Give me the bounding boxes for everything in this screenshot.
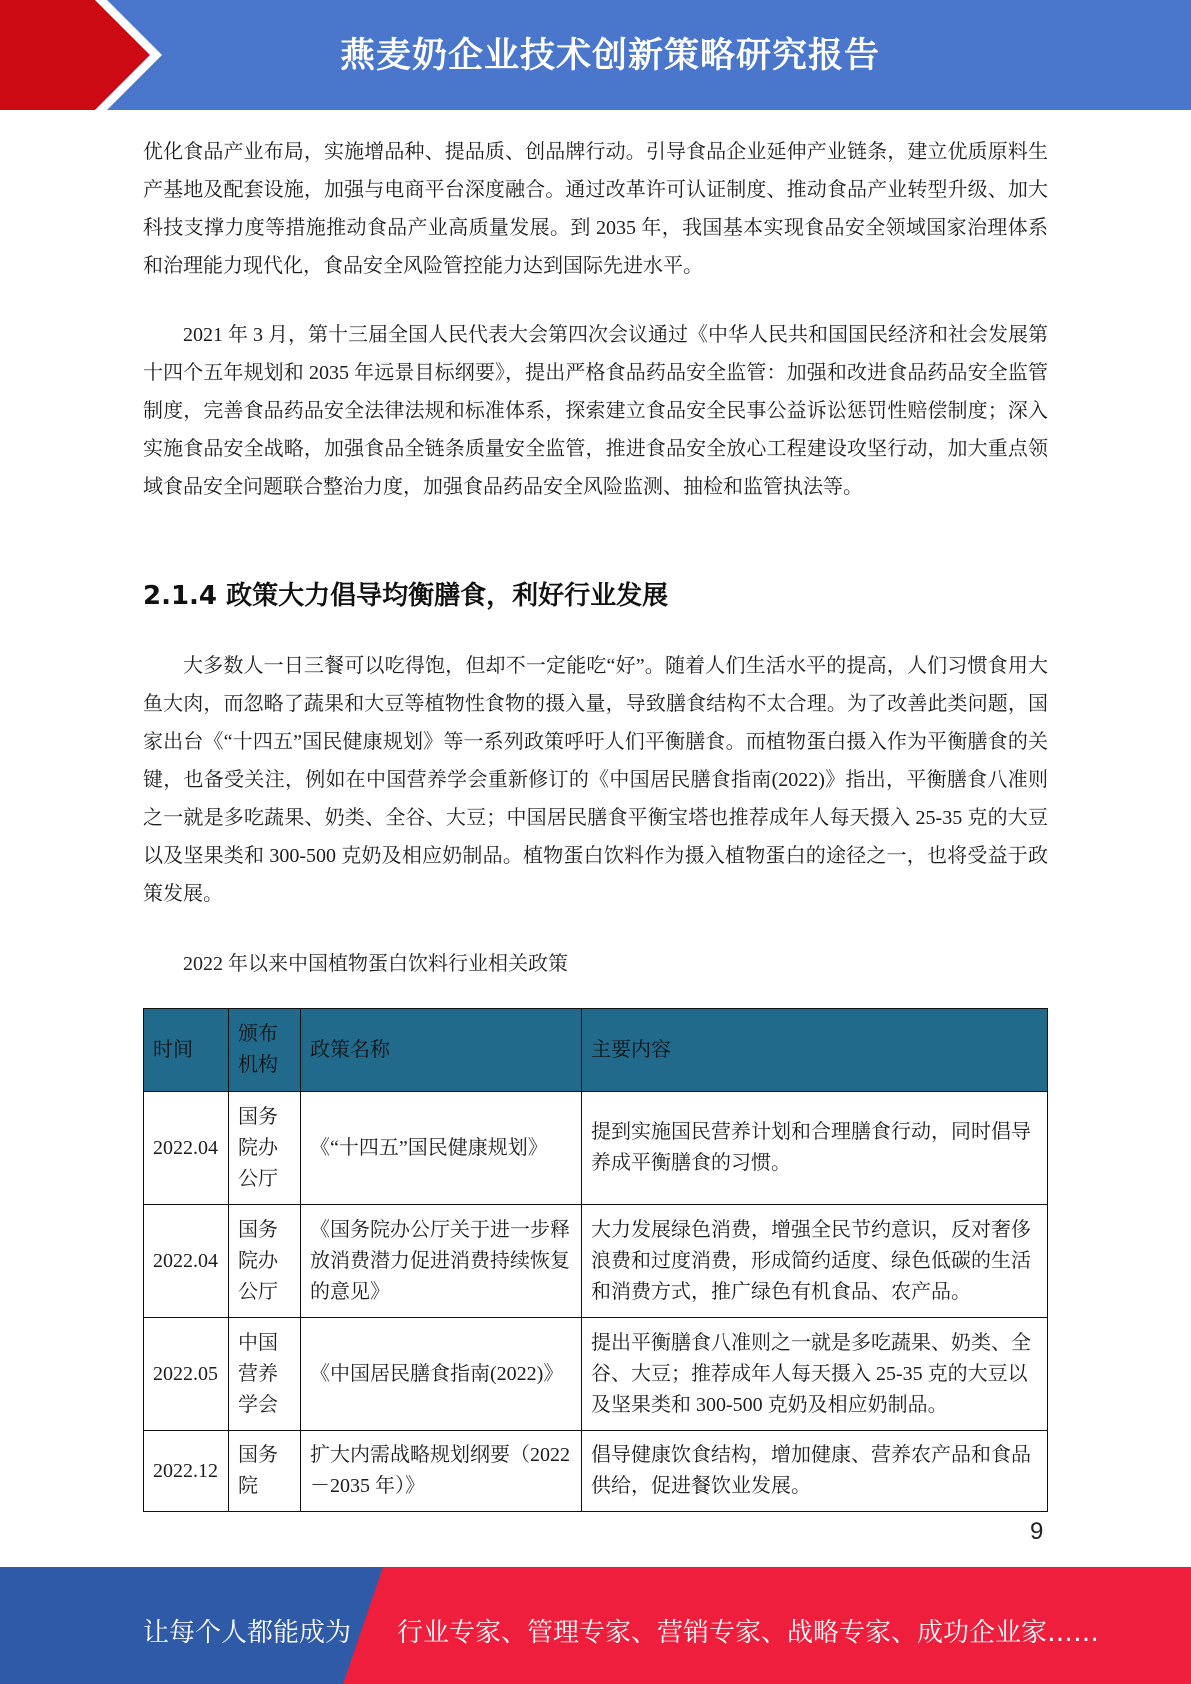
table-row <box>144 1205 1048 1318</box>
header-time: 时间 <box>144 1009 229 1092</box>
footer-slogan-right: 行业专家、管理专家、营销专家、战略专家、成功企业家…… <box>397 1618 1100 1648</box>
cell-policy-name: 《“十四五”国民健康规划》 <box>301 1092 582 1205</box>
cell-policy-name: 《中国居民膳食指南(2022)》 <box>301 1318 582 1431</box>
table-header-row <box>144 1009 1048 1092</box>
report-title: 燕麦奶企业技术创新策略研究报告 <box>340 36 881 76</box>
cell-org: 国务院办公厅 <box>229 1092 301 1205</box>
footer-slogan-left: 让每个人都能成为 <box>143 1618 352 1648</box>
header-content: 主要内容 <box>582 1009 1048 1092</box>
cell-content: 大力发展绿色消费，增强全民节约意识，反对奢侈浪费和过度消费，形成简约适度、绿色低碳的生活和消费方式，推广绿色有机食品、农产品。 <box>582 1205 1048 1318</box>
table-row <box>144 1318 1048 1431</box>
table-row <box>144 1431 1048 1512</box>
body-paragraph-1: 优化食品产业布局，实施增品种、提品质、创品牌行动。引导食品企业延伸产业链条，建立优质原料生产基地及配套设施，加强与电商平台深度融合。通过改革许可认证制度、推动食品产业转型升级、加大科技支撑力度等措施推动食品产业高质量发展。到 2035 年，我国基本实现食品安全领域国家治理体系和治理能力现代化，食品安全风险管控能力达到国际先进水平。 <box>143 141 1048 277</box>
cell-org: 中国营养学会 <box>229 1318 301 1431</box>
cell-content: 倡导健康饮食结构，增加健康、营养农产品和食品供给，促进餐饮业发展。 <box>582 1431 1048 1512</box>
table-caption: 2022 年以来中国植物蛋白饮料行业相关政策 <box>183 953 568 975</box>
body-paragraph-2: 2021 年 3 月，第十三届全国人民代表大会第四次会议通过《中华人民共和国国民经济和社会发展第十四个五年规划和 2035 年远景目标纲要》，提出严格食品药品安全监管：加强和改进食品药品安全监管制度，完善食品药品安全法律法规和标准体系，探索建立食品安全民事公益诉讼惩罚性赔偿制度；深入实施食品安全战略，加强食品全链条质量安全监管，推进食品安全放心工程建设攻坚行动，加大重点领域食品安全问题联合整治力度，加强食品药品安全风险监测、抽检和监管执法等。 <box>143 324 1048 498</box>
cell-org: 国务院办公厅 <box>229 1205 301 1318</box>
cell-content: 提到实施国民营养计划和合理膳食行动，同时倡导养成平衡膳食的习惯。 <box>582 1092 1048 1205</box>
header-org: 颁布机构 <box>229 1009 301 1092</box>
page-number: 9 <box>1030 1518 1044 1545</box>
cell-policy-name: 《国务院办公厅关于进一步释放消费潜力促进消费持续恢复的意见》 <box>301 1205 582 1318</box>
header-policy-name: 政策名称 <box>301 1009 582 1092</box>
cell-time: 2022.04 <box>144 1092 229 1205</box>
policy-table <box>143 1008 1048 1512</box>
page-header <box>0 0 1191 110</box>
table-row <box>144 1092 1048 1205</box>
cell-time: 2022.05 <box>144 1318 229 1431</box>
cell-time: 2022.04 <box>144 1205 229 1318</box>
cell-content: 提出平衡膳食八准则之一就是多吃蔬果、奶类、全谷、大豆；推荐成年人每天摄入 25-35 克的大豆以及坚果类和 300-500 克奶及相应奶制品。 <box>582 1318 1048 1431</box>
cell-org: 国务院 <box>229 1431 301 1512</box>
header-red-chevron <box>0 0 150 110</box>
body-paragraph-3: 大多数人一日三餐可以吃得饱，但却不一定能吃“好”。随着人们生活水平的提高，人们习惯食用大鱼大肉，而忽略了蔬果和大豆等植物性食物的摄入量，导致膳食结构不太合理。为了改善此类问题，国家出台《“十四五”国民健康规划》等一系列政策呼吁人们平衡膳食。而植物蛋白摄入作为平衡膳食的关键，也备受关注，例如在中国营养学会重新修订的《中国居民膳食指南(2022)》指出，平衡膳食八准则之一就是多吃蔬果、奶类、全谷、大豆；中国居民膳食平衡宝塔也推荐成年人每天摄入 25-35 克的大豆以及坚果类和 300-500 克奶及相应奶制品。植物蛋白饮料作为摄入植物蛋白的途径之一，也将受益于政策发展。 <box>143 655 1048 905</box>
section-heading: 2.1.4 政策大力倡导均衡膳食，利好行业发展 <box>143 581 669 611</box>
page-footer <box>0 1567 1191 1684</box>
cell-time: 2022.12 <box>144 1431 229 1512</box>
cell-policy-name: 扩大内需战略规划纲要（2022－2035 年）》 <box>301 1431 582 1512</box>
